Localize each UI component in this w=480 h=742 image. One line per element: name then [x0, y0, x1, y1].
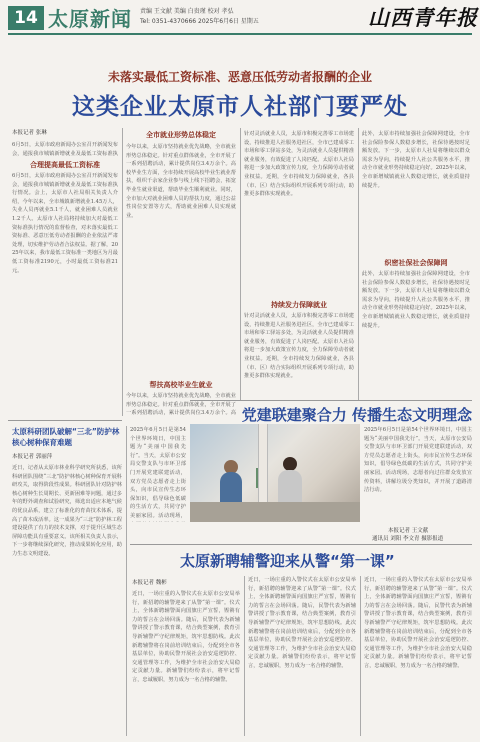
- lead-col1-intro: 6月5日，太原市政府新闻办公室召开新闻发布会，通报我市城镇新增就业及最低工资标准执: [12, 142, 118, 157]
- lead-subhead-2: 全市就业形势总体稳定: [146, 131, 216, 139]
- lead-col3-tail: 针对灵活就业人员，太原市积极完善零工市场建设，持续推进人社服务进社区，全市已建成零工市场和零工驿站多处，为灵活就业人员提供精准就业服务，有效促进了人岗匹配。太原市人社局将进一步加大政策宣传力度，全力保障劳动者就业权益。近期，全市持续发力保障就业，各县（市、区）结合实际组织开展系列专项行动，助推更多群体实现就业。: [244, 313, 354, 380]
- party-title: 党建联建聚合力 传播生态文明理念: [241, 406, 472, 424]
- party-left-text: 2025年6月5日是第54个世界环境日，中国主题为“美丽中国我先行”。当天，太原市公安局交警支队与市环卫部门开展党建联建活动，双方党员志愿者走上街头，向市民宣传生态环保知识，倡导绿色低碳的生活方式，共同守护美丽家园。活动现场，: [130, 427, 186, 519]
- column-rule: [358, 128, 359, 400]
- newspaper-logo: 山西青年报: [368, 5, 478, 30]
- lead-headline: 这类企业太原市人社部门要严处: [72, 94, 408, 120]
- lead-subhead-1: 合理提高最低工资标准: [30, 161, 100, 169]
- column-rule: [244, 576, 245, 736]
- column-rule: [240, 128, 241, 400]
- column-rule: [122, 128, 123, 416]
- lead-subhead-4: 持续发力保障就业: [271, 301, 327, 309]
- section-rule: [190, 400, 472, 401]
- lead-col4-tail: 此外，太原市持续加强社会保障网建设，全市社会保险参保人数稳步增长，社保待遇按时足额发放。下一步，太原市人社局将继续以群众需求为导向，持续提升人社公共服务水平，推动全市就业形势持续稳定向好。2025年以来，全市新增城镇就业人数稳定增长，就业质量持续提升。: [362, 271, 470, 329]
- section-rule: [130, 544, 472, 545]
- lead-col2-tail: 今年以来，太原市坚持就业优先战略，全市就业形势总体稳定。针对重点群体就业，全市开展了一系列招聘活动，累计提供岗位3.4万余个。高: [126, 393, 236, 416]
- party-byline-2: 通讯员 刘阳 李文青 摄影报道: [372, 536, 444, 542]
- forestry-byline: 本报记者 郭丽萍: [12, 454, 53, 460]
- lead-subhead-5: 织密社保社会保障网: [384, 259, 448, 267]
- lead-col4-text: 此外，太原市持续加强社会保障网建设，全市社会保险参保人数稳步增长，社保待遇按时足额发放。下一步，太原市人社局将继续以群众需求为导向，持续提升人社公共服务水平，推动全市就业形势持续稳定向好。2025年以来，全市新增城镇就业人数稳定增长，就业质量持续提升。: [362, 131, 470, 189]
- lead-col2-text: 今年以来，太原市坚持就业优先战略，全市就业形势总体稳定。针对重点群体就业，全市开展了一系列招聘活动，累计提供岗位3.4万余个。高校毕业生方面，全市持续开展高校毕业生就业帮扶，组织千余家企业参与线上线下招聘会，拓宽毕业生就业渠道，帮助毕业生顺利就业。同时，全市加大对就业困难人员的帮扶力度，通过公益性岗位安置等方式，帮助就业困难人员实现就业。: [126, 144, 236, 219]
- section-rule: [8, 420, 122, 421]
- column-rule: [360, 576, 361, 736]
- lead-byline: 本报记者 张琳: [12, 130, 47, 136]
- section-title: 太原新闻: [48, 7, 132, 31]
- editor-line: 责编 王文献 美编 白贵瑾 校对 孝弘: [140, 8, 234, 15]
- lead-col3-text: 针对灵活就业人员，太原市积极完善零工市场建设，持续推进人社服务进社区，全市已建成零工市场和零工驿站多处，为灵活就业人员提供精准就业服务，有效促进了人岗匹配。太原市人社局将进一步加大政策宣传力度，全力保障劳动者就业权益。近期，全市持续发力保障就业，各县（市、区）结合实际组织开展系列专项行动，助推更多群体实现就业。: [244, 131, 354, 198]
- lead-kicker: 未落实最低工资标准、恶意压低劳动者报酬的企业: [107, 70, 372, 84]
- date-line: Tel: 0351-4370666 2025年6月6日 星期五: [140, 18, 259, 25]
- police-title: 太原新聘辅警迎来从警“第一课”: [180, 552, 395, 570]
- forestry-title: 太原科研团队破解“三北”防护林核心树种保育难题: [12, 427, 120, 447]
- police-col2: 近日，一场庄重的入警仪式在太原市公安局举行，新招聘的辅警迎来了从警“第一课”。仪式上，全体新聘辅警面向国旗庄严宣誓，铿锵有力的誓言在会场回荡。随后，民警代表为新辅警讲授了警示教育课，结合典型案例，教育引导新辅警严守纪律规矩，筑牢思想防线。此次新聘辅警将在岗前培训结束后，分配到全市各基层单位，协助民警开展社会治安巡逻防控、交通管理等工作，为维护全市社会治安大局稳定贡献力量。新辅警们纷纷表示，将牢记誓言，忠诚履职，努力成为一名合格的辅警。: [248, 577, 356, 669]
- column-rule: [126, 426, 127, 736]
- police-col1: 近日，一场庄重的入警仪式在太原市公安局举行，新招聘的辅警迎来了从警“第一课”。仪式上，全体新聘辅警面向国旗庄严宣誓，铿锵有力的誓言在会场回荡。随后，民警代表为新辅警讲授了警示教育课，结合典型案例，教育引导新辅警严守纪律规矩，筑牢思想防线。此次新聘辅警将在岗前培训结束后，分配到全市各基层单位，协助民警开展社会治安巡逻防控、交通管理等工作，为维护全市社会治安大局稳定贡献力量。新辅警们纷纷表示，将牢记誓言，忠诚履职，努力成为一名合格的辅警。: [132, 591, 240, 683]
- party-byline: 本报记者 王文献: [388, 528, 429, 534]
- party-photo: [190, 424, 360, 522]
- page-number: 14: [8, 6, 44, 30]
- police-byline: 本报记者 魏彬: [132, 580, 167, 586]
- police-col3: 近日，一场庄重的入警仪式在太原市公安局举行，新招聘的辅警迎来了从警“第一课”。仪式上，全体新聘辅警面向国旗庄严宣誓，铿锵有力的誓言在会场回荡。随后，民警代表为新辅警讲授了警示教育课，结合典型案例，教育引导新辅警严守纪律规矩，筑牢思想防线。此次新聘辅警将在岗前培训结束后，分配到全市各基层单位，协助民警开展社会治安巡逻防控、交通管理等工作，为维护全市社会治安大局稳定贡献力量。新辅警们纷纷表示，将牢记誓言，忠诚履职，努力成为一名合格的辅警。: [364, 577, 472, 669]
- forestry-text: 近日，记者从太原市林业科学研究所获悉，该所科研团队围绕“三北”防护林核心树种保育开展科研攻关，取得阶段性成果。科研团队针对防护林核心树种生长周期长、更新困难等问题，通过多年的野外调查和试验研究，筛选出适应本地气候的优良品系，建立了标准化的育苗技术体系，提高了苗木成活率。这一成果为“三北”防护林工程建设提供了有力的技术支撑，对于提升区域生态屏障功能具有重要意义。该所相关负责人表示，下一步将继续深化研究，推动成果转化应用，助力生态文明建设。: [12, 465, 122, 557]
- lead-subhead-3: 帮扶高校毕业生就业: [149, 381, 213, 389]
- party-text: 2025年6月5日是第54个世界环境日，中国主题为“美丽中国我先行”。当天，太原市公安局交警支队与市环卫部门开展党建联建活动，双方党员志愿者走上街头，向市民宣传生态环保知识，倡导绿色低碳的生活方式，共同守护美丽家园。活动现场，志愿者向过往群众发放宣传资料，讲解垃圾分类知识，并开展了道路清洁行动。: [364, 427, 472, 494]
- lead-col1-text: 6月5日，太原市政府新闻办公室召开新闻发布会，通报我市城镇新增就业及最低工资标准执行情况。会上，太原市人社局相关负责人介绍，今年以来，全市城镇新增就业1.45万人，失业人员再就业5.1千人，就业困难人员就业1.2千人。太原市人社局将持续加大对最低工资标准执行情况的监督检查，对未落实最低工资标准、恶意压低劳动者报酬的企业依法严肃处理，切实维护劳动者合法权益。据了解，2025年以来，我市最低工资标准一类地区为月最低工资标准2190元，小时最低工资标准21元。: [12, 173, 118, 274]
- masthead-rule: [8, 33, 472, 35]
